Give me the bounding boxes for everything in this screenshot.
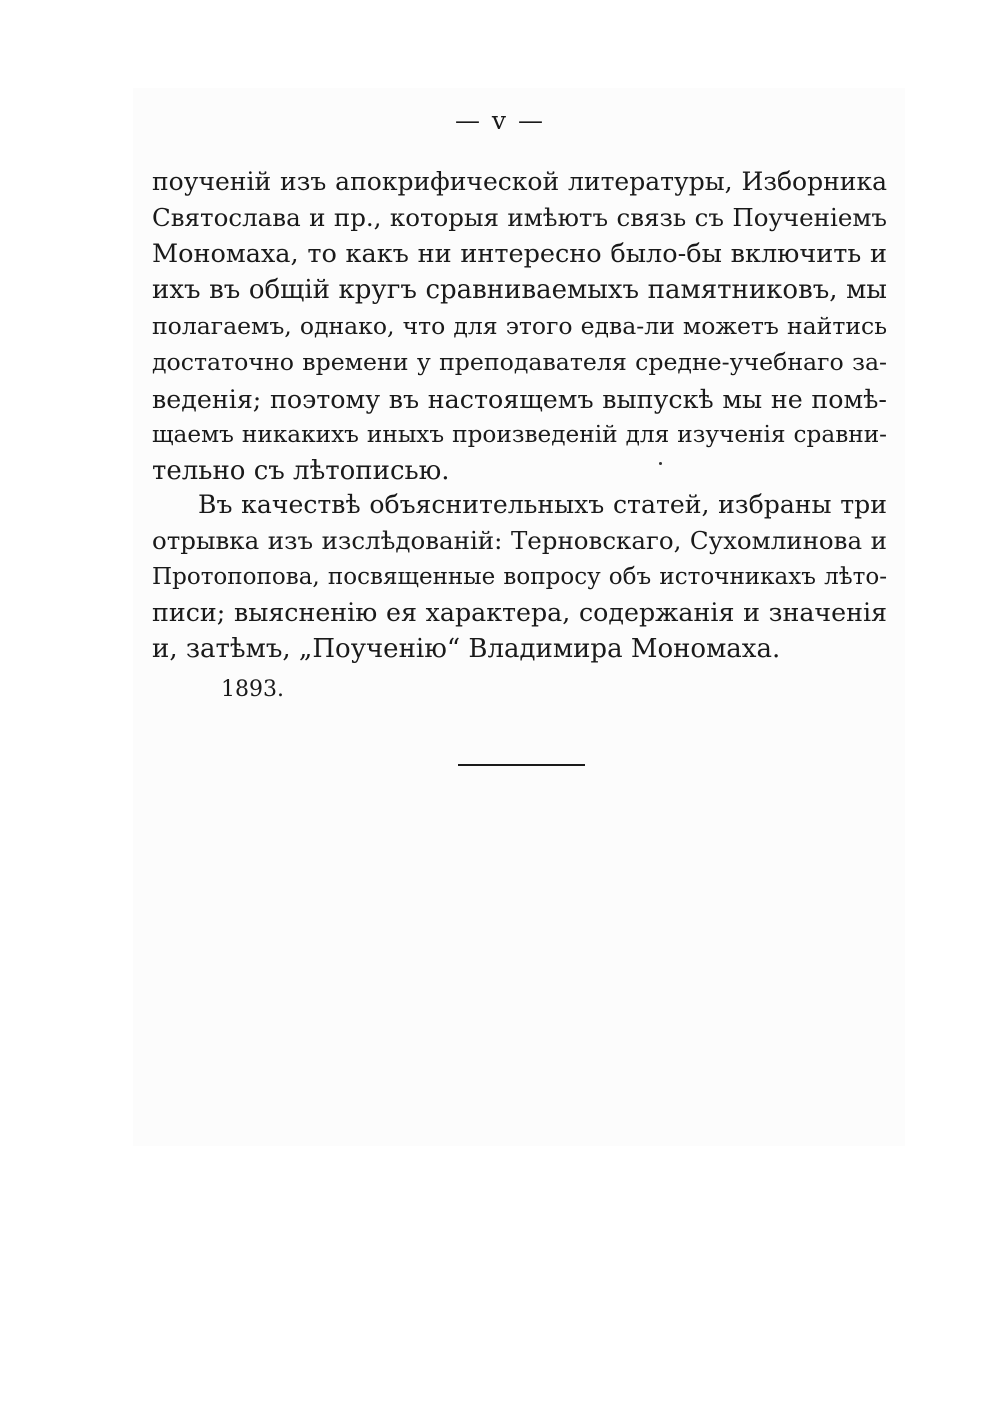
text-line: и, затѣмъ, „Поученію“ Владимира Мономаха. [152, 634, 781, 665]
text-line: Святослава и пр., которыя имѣютъ связь съ Поученіемъ [152, 203, 887, 233]
text-line: ихъ въ общій кругъ сравниваемыхъ памятниковъ, мы [152, 275, 887, 306]
text-line: Мономаха, то какъ ни интересно было-бы включить и [152, 239, 887, 270]
paragraph-1 [152, 164, 887, 489]
text-line: полагаемъ, однако, что для этого едва-ли можетъ найтись [152, 312, 887, 341]
text-line: достаточно времени у преподавателя средне-учебнаго за- [152, 348, 887, 377]
text-line: тельно съ лѣтописью. [152, 455, 450, 486]
divider-rule [458, 764, 585, 766]
text-line: Протопопова, посвященные вопросу объ источникахъ лѣто- [152, 564, 887, 591]
text-line: Въ качествѣ объяснительныхъ статей, избраны три [198, 490, 887, 519]
text-line: отрывка изъ изслѣдованій: Терновскаго, Сухомлинова и [152, 526, 887, 556]
text-line: писи; выясненію ея характера, содержанія и значенія [152, 598, 887, 628]
text-line: веденія; поэтому въ настоящемъ выпускѣ мы не помѣ- [152, 383, 887, 414]
page-number: — v — [454, 106, 546, 135]
ink-speck [659, 462, 662, 465]
text-line: поученій изъ апокрифической литературы, Изборника [152, 167, 887, 196]
year-date: 1893. [221, 677, 284, 702]
text-line: щаемъ никакихъ иныхъ произведеній для изученія сравни- [152, 420, 887, 448]
paragraph-2 [152, 487, 887, 667]
